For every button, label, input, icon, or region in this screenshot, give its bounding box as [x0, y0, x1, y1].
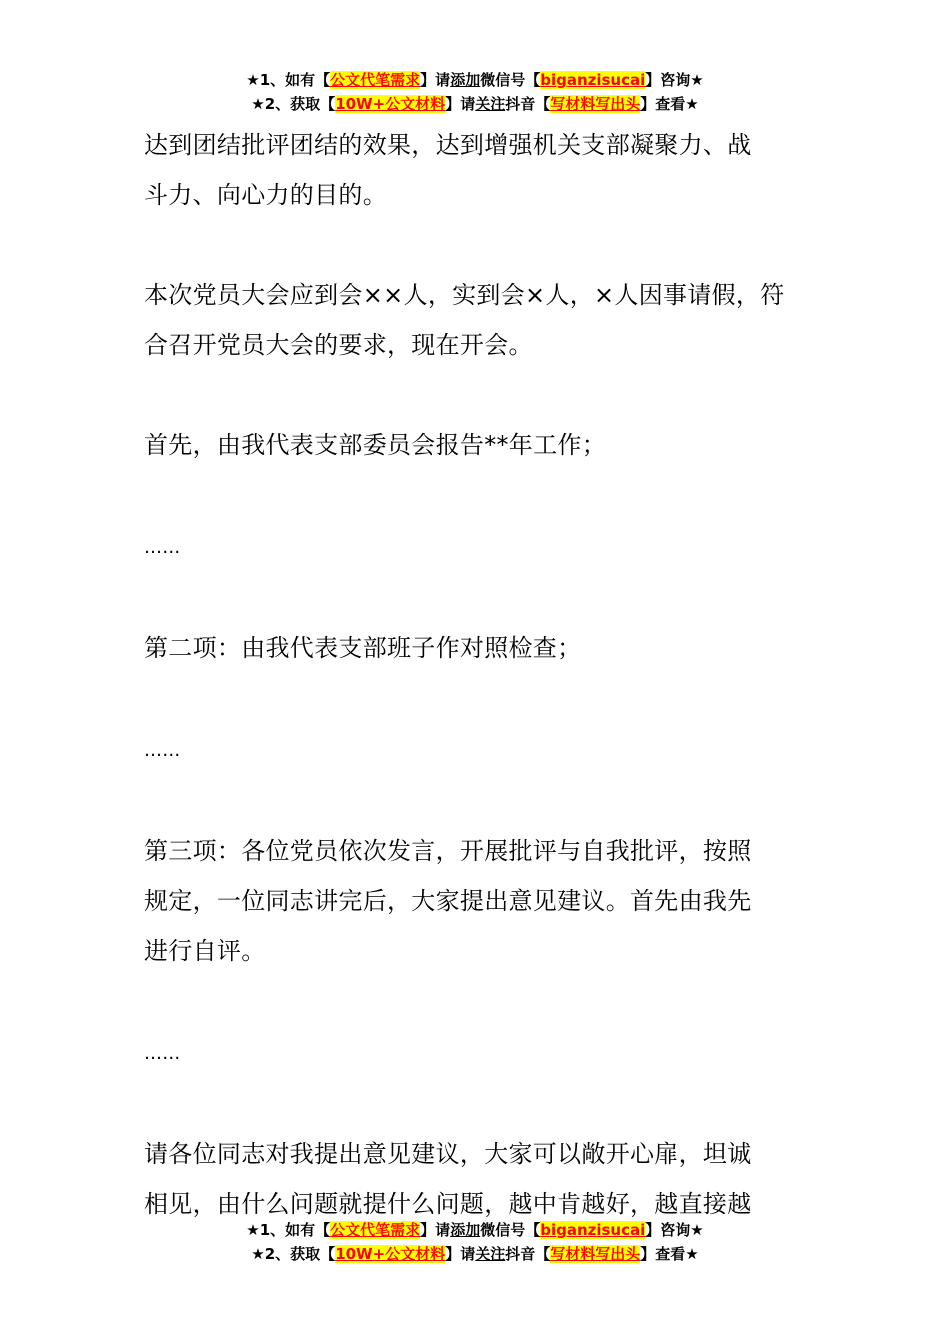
paragraph-gap	[144, 673, 808, 723]
douyin-id-highlight: 写材料写出头	[550, 1245, 641, 1263]
wechat-id-highlight: biganzisucai	[540, 1221, 646, 1239]
header-line-1	[0, 68, 950, 92]
footer-line-1-mid: 】请	[420, 1221, 451, 1239]
text-line: 合召开党员大会的要求，现在开会。	[144, 331, 533, 359]
document-body	[144, 120, 808, 1229]
text-line: 请各位同志对我提出意见建议，大家可以敞开心扉，坦诚	[144, 1140, 752, 1168]
footer-banner	[0, 1218, 950, 1266]
service-highlight: 公文代笔需求	[330, 1221, 421, 1239]
ellipsis-text: ……	[144, 537, 181, 558]
paragraph-gap	[144, 220, 808, 270]
body-paragraph	[144, 826, 808, 976]
footer-line-2	[0, 1242, 950, 1266]
text-line: 达到团结批评团结的效果，达到增强机关支部凝聚力、战	[144, 131, 752, 159]
body-paragraph	[144, 270, 808, 370]
header-line-1-suffix: 】咨询★	[645, 71, 704, 89]
text-line: 第二项：由我代表支部班子作对照检查；	[144, 634, 582, 662]
wechat-id-highlight: biganzisucai	[540, 71, 646, 89]
paragraph-gap	[144, 976, 808, 1026]
follow-underlined-text: 关注	[475, 95, 506, 113]
header-line-2-mid: 】请	[445, 95, 476, 113]
add-underlined-text: 添加	[450, 1221, 481, 1239]
materials-highlight: 10W+公文材料	[335, 1245, 446, 1263]
ellipsis-paragraph	[144, 520, 808, 573]
paragraph-gap	[144, 573, 808, 623]
materials-highlight: 10W+公文材料	[335, 95, 446, 113]
ellipsis-text: ……	[144, 1043, 181, 1064]
footer-line-2-mid-2: 抖音【	[505, 1245, 551, 1263]
body-paragraph	[144, 120, 808, 220]
footer-line-1-suffix: 】咨询★	[645, 1221, 704, 1239]
header-banner	[0, 68, 950, 116]
header-line-1-prefix: ★1、如有【	[246, 71, 331, 89]
service-highlight: 公文代笔需求	[330, 71, 421, 89]
paragraph-gap	[144, 1079, 808, 1129]
paragraph-gap	[144, 470, 808, 520]
body-paragraph	[144, 1129, 808, 1229]
text-line: 斗力、向心力的目的。	[144, 181, 387, 209]
text-line: 规定，一位同志讲完后，大家提出意见建议。首先由我先	[144, 887, 752, 915]
ellipsis-text: ……	[144, 740, 181, 761]
header-line-2-prefix: ★2、获取【	[251, 95, 336, 113]
header-line-2-mid-2: 抖音【	[505, 95, 551, 113]
douyin-id-highlight: 写材料写出头	[550, 95, 641, 113]
paragraph-gap	[144, 776, 808, 826]
text-line: 本次党员大会应到会××人，实到会×人，×人因事请假，符	[144, 281, 785, 309]
header-line-1-mid-2: 微信号【	[480, 71, 541, 89]
paragraph-gap	[144, 370, 808, 420]
text-line: 第三项：各位党员依次发言，开展批评与自我批评，按照	[144, 837, 752, 865]
header-line-2	[0, 92, 950, 116]
header-line-1-mid: 】请	[420, 71, 451, 89]
footer-line-2-suffix: 】查看★	[640, 1245, 699, 1263]
footer-line-1-mid-2: 微信号【	[480, 1221, 541, 1239]
footer-line-2-prefix: ★2、获取【	[251, 1245, 336, 1263]
follow-underlined-text: 关注	[475, 1245, 506, 1263]
text-line: 首先，由我代表支部委员会报告**年工作；	[144, 431, 606, 459]
ellipsis-paragraph	[144, 1026, 808, 1079]
add-underlined-text: 添加	[450, 71, 481, 89]
footer-line-1	[0, 1218, 950, 1242]
footer-line-2-mid: 】请	[445, 1245, 476, 1263]
text-line: 相见，由什么问题就提什么问题，越中肯越好，越直接越	[144, 1190, 752, 1218]
body-paragraph	[144, 420, 808, 470]
ellipsis-paragraph	[144, 723, 808, 776]
footer-line-1-prefix: ★1、如有【	[246, 1221, 331, 1239]
body-paragraph	[144, 623, 808, 673]
text-line: 进行自评。	[144, 937, 266, 965]
header-line-2-suffix: 】查看★	[640, 95, 699, 113]
